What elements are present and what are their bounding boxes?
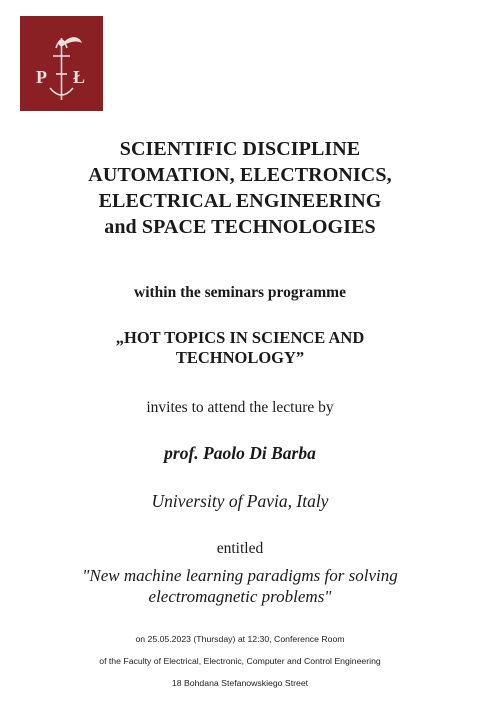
programme-title-line: „HOT TOPICS IN SCIENCE AND [115,328,365,347]
university-logo [20,16,103,111]
lecture-title-line: "New machine learning paradigms for solving [82,566,398,585]
programme-title [0,328,480,368]
lecture-title [0,565,480,607]
discipline-line: SCIENTIFIC DISCIPLINE [119,138,361,160]
event-address-line: 18 Bohdana Stefanowskiego Street [171,678,309,688]
svg-text:Ł: Ł [73,67,86,87]
event-venue-line: of the Faculty of Electrical, Electronic, Computer and Control Engineering [99,656,381,666]
speaker-affiliation: University of Pavia, Italy [151,491,329,511]
event-date-line: on 25.05.2023 (Thursday) at 12:30, Conference Room [135,634,345,644]
entitled-label: entitled [216,540,264,557]
svg-text:P: P [36,67,47,87]
discipline-line: ELECTRICAL ENGINEERING [98,190,382,212]
lecture-title-line: electromagnetic problems" [148,587,332,606]
discipline-line: AUTOMATION, ELECTRONICS, [88,164,392,186]
programme-intro: within the seminars programme [134,284,346,301]
programme-title-line: TECHNOLOGY” [175,348,305,367]
event-details [0,634,480,689]
discipline-heading [0,136,480,240]
discipline-line: and SPACE TECHNOLOGIES [104,216,376,238]
speaker-name: prof. Paolo Di Barba [164,443,316,463]
university-logo-emblem-icon [20,16,103,111]
invite-text: invites to attend the lecture by [146,399,334,416]
